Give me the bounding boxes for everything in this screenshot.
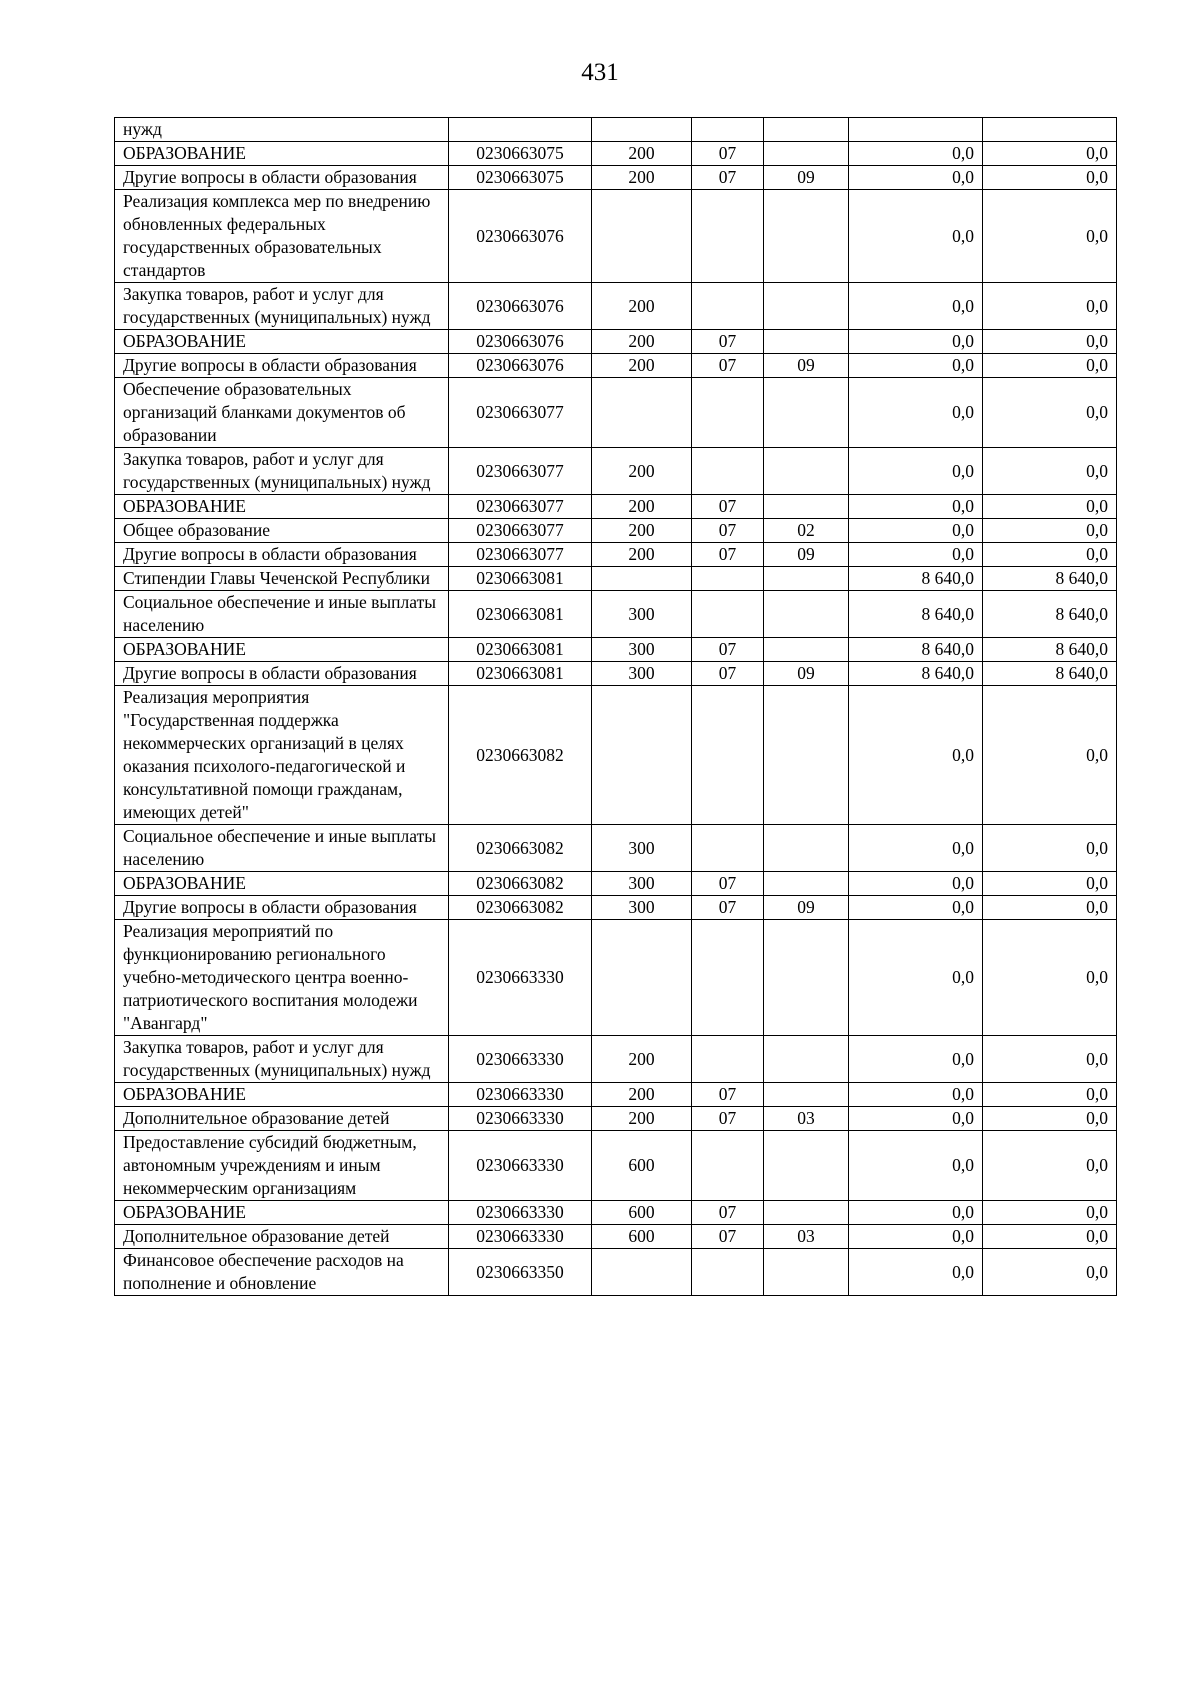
target-code-cell: 0230663081 — [449, 567, 592, 591]
table-row — [115, 1131, 1117, 1201]
table-row — [115, 1249, 1117, 1296]
subsection-cell — [764, 567, 849, 591]
table-row — [115, 448, 1117, 495]
section-cell — [692, 448, 764, 495]
table-row — [115, 1107, 1117, 1131]
amount-year2-cell: 0,0 — [983, 448, 1117, 495]
section-cell: 07 — [692, 1201, 764, 1225]
section-cell — [692, 1249, 764, 1296]
amount-year1-cell: 0,0 — [849, 354, 983, 378]
amount-year2-cell: 8 640,0 — [983, 591, 1117, 638]
amount-year1-cell: 0,0 — [849, 190, 983, 283]
amount-year2-cell: 0,0 — [983, 519, 1117, 543]
target-code-cell: 0230663077 — [449, 448, 592, 495]
table-row — [115, 1036, 1117, 1083]
subsection-cell — [764, 190, 849, 283]
table-row — [115, 519, 1117, 543]
row-name-cell: Закупка товаров, работ и услуг для государственных (муниципальных) нужд — [115, 1036, 449, 1083]
expense-type-cell: 200 — [592, 166, 692, 190]
subsection-cell — [764, 1249, 849, 1296]
target-code-cell: 0230663081 — [449, 662, 592, 686]
target-code-cell — [449, 118, 592, 142]
amount-year1-cell: 0,0 — [849, 1083, 983, 1107]
row-name-cell: Финансовое обеспечение расходов на пополнение и обновление — [115, 1249, 449, 1296]
amount-year2-cell: 0,0 — [983, 543, 1117, 567]
amount-year1-cell: 0,0 — [849, 1131, 983, 1201]
subsection-cell — [764, 1036, 849, 1083]
subsection-cell — [764, 283, 849, 330]
subsection-cell: 09 — [764, 166, 849, 190]
row-name-cell: Стипендии Главы Чеченской Республики — [115, 567, 449, 591]
amount-year2-cell: 0,0 — [983, 378, 1117, 448]
amount-year1-cell: 0,0 — [849, 896, 983, 920]
section-cell: 07 — [692, 1107, 764, 1131]
amount-year1-cell: 0,0 — [849, 166, 983, 190]
row-name-cell: ОБРАЗОВАНИЕ — [115, 330, 449, 354]
table-row — [115, 825, 1117, 872]
subsection-cell — [764, 872, 849, 896]
expense-type-cell — [592, 567, 692, 591]
row-name-cell: Общее образование — [115, 519, 449, 543]
expense-type-cell — [592, 378, 692, 448]
budget-table — [114, 117, 1117, 1296]
expense-type-cell: 300 — [592, 638, 692, 662]
amount-year1-cell: 0,0 — [849, 543, 983, 567]
row-name-cell: ОБРАЗОВАНИЕ — [115, 638, 449, 662]
subsection-cell — [764, 591, 849, 638]
row-name-cell: Другие вопросы в области образования — [115, 662, 449, 686]
table-row — [115, 142, 1117, 166]
amount-year2-cell: 8 640,0 — [983, 638, 1117, 662]
row-name-cell: Предоставление субсидий бюджетным, автономным учреждениям и иным некоммерческим организациям — [115, 1131, 449, 1201]
table-row — [115, 591, 1117, 638]
amount-year2-cell: 8 640,0 — [983, 662, 1117, 686]
table-row — [115, 378, 1117, 448]
table-row — [115, 118, 1117, 142]
expense-type-cell: 200 — [592, 283, 692, 330]
row-name-cell: Дополнительное образование детей — [115, 1225, 449, 1249]
section-cell: 07 — [692, 354, 764, 378]
expense-type-cell: 300 — [592, 896, 692, 920]
table-row — [115, 1083, 1117, 1107]
target-code-cell: 0230663082 — [449, 872, 592, 896]
expense-type-cell: 600 — [592, 1201, 692, 1225]
subsection-cell — [764, 1201, 849, 1225]
row-name-cell: ОБРАЗОВАНИЕ — [115, 1083, 449, 1107]
row-name-cell: Реализация мероприятий по функционированию регионального учебно-методического центра военно-патриотического воспитания молодежи "Авангард" — [115, 920, 449, 1036]
amount-year2-cell: 0,0 — [983, 166, 1117, 190]
expense-type-cell: 600 — [592, 1131, 692, 1201]
amount-year2-cell: 0,0 — [983, 920, 1117, 1036]
amount-year2-cell: 0,0 — [983, 896, 1117, 920]
section-cell — [692, 567, 764, 591]
row-name-cell: Другие вопросы в области образования — [115, 354, 449, 378]
expense-type-cell: 300 — [592, 591, 692, 638]
amount-year1-cell: 0,0 — [849, 142, 983, 166]
amount-year1-cell: 8 640,0 — [849, 662, 983, 686]
expense-type-cell: 200 — [592, 1083, 692, 1107]
table-row — [115, 1225, 1117, 1249]
subsection-cell: 09 — [764, 543, 849, 567]
row-name-cell: Обеспечение образовательных организаций бланками документов об образовании — [115, 378, 449, 448]
expense-type-cell: 300 — [592, 872, 692, 896]
table-row — [115, 686, 1117, 825]
target-code-cell: 0230663330 — [449, 920, 592, 1036]
amount-year2-cell: 0,0 — [983, 1131, 1117, 1201]
section-cell — [692, 825, 764, 872]
expense-type-cell: 200 — [592, 1036, 692, 1083]
expense-type-cell: 200 — [592, 519, 692, 543]
subsection-cell: 09 — [764, 662, 849, 686]
target-code-cell: 0230663076 — [449, 190, 592, 283]
amount-year1-cell: 0,0 — [849, 1107, 983, 1131]
amount-year2-cell: 0,0 — [983, 1249, 1117, 1296]
amount-year2-cell: 0,0 — [983, 283, 1117, 330]
expense-type-cell — [592, 686, 692, 825]
amount-year1-cell: 0,0 — [849, 1249, 983, 1296]
target-code-cell: 0230663076 — [449, 283, 592, 330]
table-row — [115, 543, 1117, 567]
section-cell: 07 — [692, 543, 764, 567]
expense-type-cell: 200 — [592, 330, 692, 354]
amount-year2-cell: 0,0 — [983, 1083, 1117, 1107]
section-cell: 07 — [692, 872, 764, 896]
section-cell: 07 — [692, 330, 764, 354]
amount-year1-cell — [849, 118, 983, 142]
section-cell — [692, 190, 764, 283]
amount-year1-cell: 0,0 — [849, 378, 983, 448]
amount-year1-cell: 0,0 — [849, 872, 983, 896]
amount-year2-cell: 0,0 — [983, 495, 1117, 519]
target-code-cell: 0230663330 — [449, 1036, 592, 1083]
row-name-cell: ОБРАЗОВАНИЕ — [115, 872, 449, 896]
amount-year1-cell: 0,0 — [849, 448, 983, 495]
expense-type-cell — [592, 118, 692, 142]
target-code-cell: 0230663077 — [449, 378, 592, 448]
table-body — [115, 118, 1117, 1296]
amount-year2-cell: 0,0 — [983, 190, 1117, 283]
expense-type-cell — [592, 190, 692, 283]
subsection-cell: 03 — [764, 1225, 849, 1249]
amount-year2-cell: 0,0 — [983, 1107, 1117, 1131]
amount-year2-cell: 0,0 — [983, 872, 1117, 896]
amount-year1-cell: 0,0 — [849, 283, 983, 330]
amount-year2-cell: 0,0 — [983, 825, 1117, 872]
subsection-cell — [764, 142, 849, 166]
subsection-cell — [764, 118, 849, 142]
row-name-cell: Другие вопросы в области образования — [115, 543, 449, 567]
table-row — [115, 1201, 1117, 1225]
row-name-cell: Реализация комплекса мер по внедрению обновленных федеральных государственных образовательных стандартов — [115, 190, 449, 283]
table-row — [115, 283, 1117, 330]
target-code-cell: 0230663082 — [449, 896, 592, 920]
subsection-cell: 09 — [764, 354, 849, 378]
table-row — [115, 495, 1117, 519]
subsection-cell: 03 — [764, 1107, 849, 1131]
target-code-cell: 0230663081 — [449, 638, 592, 662]
section-cell: 07 — [692, 1083, 764, 1107]
target-code-cell: 0230663350 — [449, 1249, 592, 1296]
row-name-cell: Закупка товаров, работ и услуг для государственных (муниципальных) нужд — [115, 448, 449, 495]
subsection-cell — [764, 686, 849, 825]
section-cell: 07 — [692, 142, 764, 166]
target-code-cell: 0230663077 — [449, 495, 592, 519]
row-name-cell: ОБРАЗОВАНИЕ — [115, 142, 449, 166]
subsection-cell: 02 — [764, 519, 849, 543]
amount-year2-cell: 0,0 — [983, 1225, 1117, 1249]
target-code-cell: 0230663330 — [449, 1131, 592, 1201]
expense-type-cell: 200 — [592, 354, 692, 378]
amount-year1-cell: 0,0 — [849, 1201, 983, 1225]
target-code-cell: 0230663330 — [449, 1083, 592, 1107]
expense-type-cell — [592, 1249, 692, 1296]
section-cell — [692, 1131, 764, 1201]
table-row — [115, 166, 1117, 190]
amount-year1-cell: 0,0 — [849, 825, 983, 872]
amount-year2-cell: 0,0 — [983, 1036, 1117, 1083]
table-row — [115, 190, 1117, 283]
expense-type-cell: 200 — [592, 142, 692, 166]
subsection-cell — [764, 825, 849, 872]
table-row — [115, 872, 1117, 896]
subsection-cell — [764, 330, 849, 354]
amount-year2-cell: 8 640,0 — [983, 567, 1117, 591]
amount-year2-cell: 0,0 — [983, 142, 1117, 166]
amount-year1-cell: 0,0 — [849, 495, 983, 519]
section-cell — [692, 591, 764, 638]
target-code-cell: 0230663076 — [449, 354, 592, 378]
subsection-cell: 09 — [764, 896, 849, 920]
row-name-cell: Закупка товаров, работ и услуг для государственных (муниципальных) нужд — [115, 283, 449, 330]
amount-year1-cell: 0,0 — [849, 1036, 983, 1083]
subsection-cell — [764, 920, 849, 1036]
target-code-cell: 0230663330 — [449, 1201, 592, 1225]
expense-type-cell: 300 — [592, 825, 692, 872]
page-number: 431 — [581, 59, 619, 86]
target-code-cell: 0230663082 — [449, 686, 592, 825]
subsection-cell — [764, 638, 849, 662]
section-cell — [692, 920, 764, 1036]
amount-year1-cell: 8 640,0 — [849, 567, 983, 591]
amount-year2-cell: 0,0 — [983, 1201, 1117, 1225]
row-name-cell: Реализация мероприятия "Государственная поддержка некоммерческих организаций в целях оказания психолого-педагогической и консультативной помощи гражданам, имеющих детей" — [115, 686, 449, 825]
target-code-cell: 0230663082 — [449, 825, 592, 872]
amount-year1-cell: 8 640,0 — [849, 591, 983, 638]
target-code-cell: 0230663076 — [449, 330, 592, 354]
section-cell — [692, 686, 764, 825]
section-cell: 07 — [692, 1225, 764, 1249]
row-name-cell: Дополнительное образование детей — [115, 1107, 449, 1131]
table-row — [115, 567, 1117, 591]
subsection-cell — [764, 495, 849, 519]
amount-year1-cell: 0,0 — [849, 519, 983, 543]
table-row — [115, 330, 1117, 354]
expense-type-cell: 600 — [592, 1225, 692, 1249]
row-name-cell: Другие вопросы в области образования — [115, 896, 449, 920]
target-code-cell: 0230663330 — [449, 1225, 592, 1249]
section-cell: 07 — [692, 495, 764, 519]
target-code-cell: 0230663075 — [449, 166, 592, 190]
row-name-cell: нужд — [115, 118, 449, 142]
target-code-cell: 0230663330 — [449, 1107, 592, 1131]
expense-type-cell — [592, 920, 692, 1036]
table-row — [115, 662, 1117, 686]
table-row — [115, 354, 1117, 378]
amount-year2-cell: 0,0 — [983, 354, 1117, 378]
section-cell: 07 — [692, 638, 764, 662]
row-name-cell: ОБРАЗОВАНИЕ — [115, 495, 449, 519]
subsection-cell — [764, 1131, 849, 1201]
row-name-cell: Другие вопросы в области образования — [115, 166, 449, 190]
target-code-cell: 0230663077 — [449, 519, 592, 543]
row-name-cell: Социальное обеспечение и иные выплаты населению — [115, 825, 449, 872]
amount-year1-cell: 0,0 — [849, 920, 983, 1036]
table-row — [115, 896, 1117, 920]
amount-year2-cell: 0,0 — [983, 330, 1117, 354]
row-name-cell: ОБРАЗОВАНИЕ — [115, 1201, 449, 1225]
amount-year2-cell — [983, 118, 1117, 142]
table-row — [115, 920, 1117, 1036]
expense-type-cell: 200 — [592, 1107, 692, 1131]
expense-type-cell: 300 — [592, 662, 692, 686]
subsection-cell — [764, 1083, 849, 1107]
amount-year2-cell: 0,0 — [983, 686, 1117, 825]
amount-year1-cell: 0,0 — [849, 686, 983, 825]
row-name-cell: Социальное обеспечение и иные выплаты населению — [115, 591, 449, 638]
section-cell: 07 — [692, 662, 764, 686]
section-cell: 07 — [692, 519, 764, 543]
subsection-cell — [764, 378, 849, 448]
section-cell — [692, 1036, 764, 1083]
section-cell: 07 — [692, 166, 764, 190]
section-cell — [692, 118, 764, 142]
target-code-cell: 0230663081 — [449, 591, 592, 638]
target-code-cell: 0230663075 — [449, 142, 592, 166]
expense-type-cell: 200 — [592, 448, 692, 495]
section-cell — [692, 378, 764, 448]
expense-type-cell: 200 — [592, 495, 692, 519]
subsection-cell — [764, 448, 849, 495]
section-cell — [692, 283, 764, 330]
section-cell: 07 — [692, 896, 764, 920]
expense-type-cell: 200 — [592, 543, 692, 567]
target-code-cell: 0230663077 — [449, 543, 592, 567]
amount-year1-cell: 8 640,0 — [849, 638, 983, 662]
amount-year1-cell: 0,0 — [849, 330, 983, 354]
amount-year1-cell: 0,0 — [849, 1225, 983, 1249]
table-row — [115, 638, 1117, 662]
